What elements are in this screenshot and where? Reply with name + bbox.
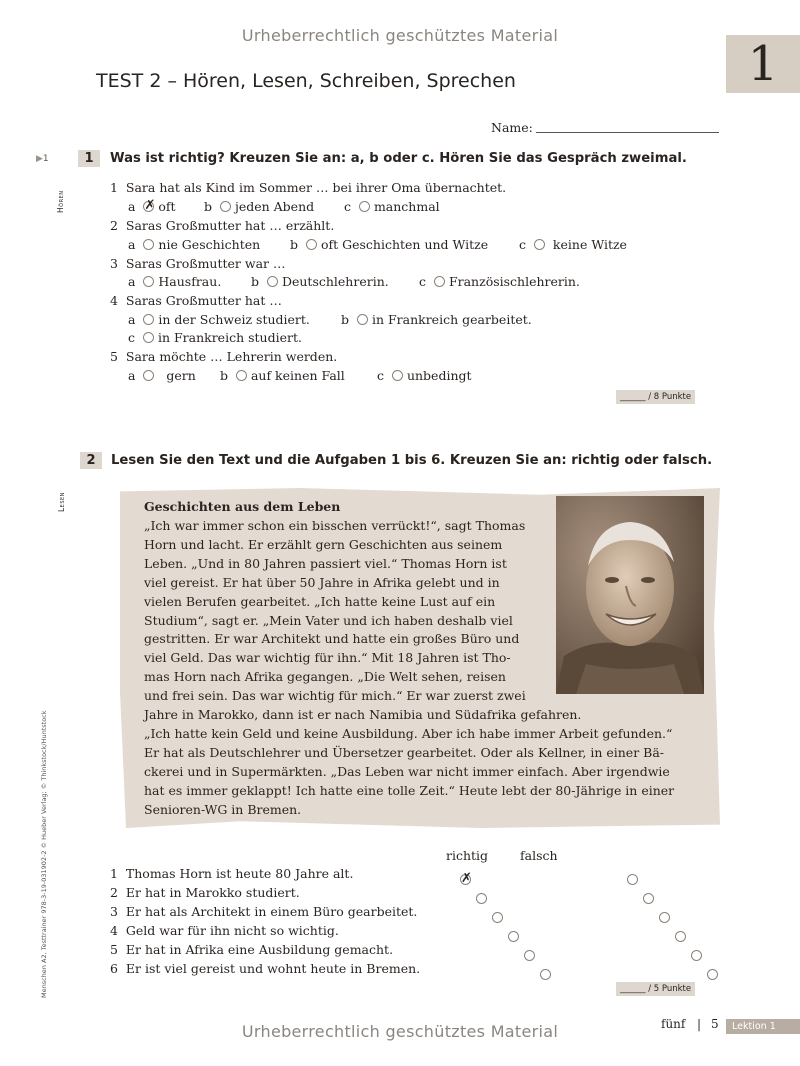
section-2-points: ______ / 5 Punkte (616, 982, 695, 996)
q4-option-b[interactable]: b in Frankreich gearbeitet. (341, 312, 532, 327)
question-3: 3 Saras Großmutter war … (110, 256, 286, 271)
watermark-top: Urheberrechtlich geschütztes Material (241, 26, 559, 45)
q1-option-a[interactable]: a ✗ oft (128, 198, 176, 214)
q3-option-b[interactable]: b Deutschlehrerin. (251, 274, 389, 289)
q2-option-b[interactable]: b oft Geschichten und Witze (290, 237, 489, 252)
footer-separator: | (697, 1017, 702, 1031)
richtig-checkbox-1[interactable] (460, 871, 472, 886)
q1-option-b[interactable]: b jeden Abend (204, 199, 315, 214)
watermark-bottom: Urheberrechtlich geschütztes Material (241, 1022, 559, 1041)
question-text: Sara hat als Kind im Sommer … bei ihrer Oma übernachtet. (125, 180, 507, 195)
checkbox-circle[interactable] (359, 201, 370, 212)
falsch-checkbox-3[interactable] (659, 912, 670, 923)
checkbox-circle[interactable] (143, 198, 156, 213)
audio-track-number: 1 (42, 154, 49, 164)
audio-track-marker (36, 154, 49, 164)
q3-option-a[interactable]: a Hausfrau. (128, 274, 222, 289)
section-1-skill-label: Hören (56, 190, 65, 213)
q1-option-c[interactable]: c manchmal (344, 199, 440, 214)
checkbox-circle[interactable] (357, 314, 368, 325)
table-row: 3 Er hat als Architekt in einem Büro gearbeitet. (110, 904, 418, 919)
checkbox-circle[interactable] (534, 239, 545, 250)
article-body: „Ich war immer schon ein bisschen verrückt!“, sagt Thomas Horn und lacht. Er erzählt gern Geschichten aus seinem Leben. „Und in 80 Jahren passiert viel.“ Thomas Horn ist viel gereist. Er hat über 50 Jahre in Afrika gelebt und in vielen Berufen gearbeitet. „Ich hatte keine Lust auf ein Studium“, sagt er. „Mein Vater und ich haben deshalb viel gestritten. Er war Architekt und hatte ein großes Büro und viel Geld. Das war wichtig für ihn.“ Mit 18 Jahren ist Tho- mas Horn nach Afrika gegangen. „Die Welt sehen, reisen und frei sein. Das war wichtig für mich.“ Er war zuerst zwei Jahre in Marokko, dann ist er nach Namibia und Südafrika gefahren. „Ich hatte kein Geld und keine Ausbildung. Aber ich habe immer Arbeit gefunden.“ Er hat als Deutschlehrer und Übersetzer gearbeitet. Oder als Kellner, in einer Bä- ckerei und in Supermärkten. „Das Leben war nicht immer einfach. Aber irgendwie hat es immer geklappt! Ich hatte eine tolle Zeit.“ Heute lebt der 80-Jährige in einer Senioren-WG in Bremen. (144, 518, 675, 817)
q5-option-b[interactable]: b auf keinen Fall (220, 368, 345, 383)
q5-option-c[interactable]: c unbedingt (377, 368, 472, 383)
column-header-falsch: falsch (520, 848, 558, 863)
page-title: TEST 2 – Hören, Lesen, Schreiben, Sprechen (96, 70, 516, 92)
question-5: 5 Sara möchte … Lehrerin werden. (110, 349, 338, 364)
q3-option-c[interactable]: c Französischlehrerin. (419, 274, 580, 289)
section-2-skill-label: Lesen (57, 492, 66, 512)
richtig-checkbox-4[interactable] (508, 931, 519, 942)
question-4: 4 Saras Großmutter hat … (110, 293, 282, 308)
checkbox-circle[interactable] (220, 201, 231, 212)
q2-option-a[interactable]: a nie Geschichten (128, 237, 261, 252)
section-1-points: ______ / 8 Punkte (616, 390, 695, 404)
q2-option-c[interactable]: c keine Witze (519, 237, 627, 252)
table-row: 2 Er hat in Marokko studiert. (110, 885, 300, 900)
section-2-number: 2 (80, 452, 102, 469)
checked-cross-icon: ✗ (144, 198, 156, 213)
checkbox-circle[interactable] (143, 239, 154, 250)
section-1-instruction: Was ist richtig? Kreuzen Sie an: a, b oder c. Hören Sie das Gespräch zweimal. (110, 151, 687, 166)
checkbox-circle[interactable] (392, 370, 403, 381)
checkbox-circle[interactable] (143, 370, 154, 381)
table-row: 1 Thomas Horn ist heute 80 Jahre alt. (110, 866, 354, 881)
falsch-checkbox-2[interactable] (643, 893, 654, 904)
footer-page-number: 5 (711, 1017, 719, 1031)
checkbox-circle[interactable] (143, 276, 154, 287)
checked-cross-icon: ✗ (461, 871, 472, 886)
footer-page-word: fünf (661, 1017, 686, 1031)
checkbox-circle[interactable] (434, 276, 445, 287)
article-title: Geschichten aus dem Leben (144, 499, 341, 514)
falsch-checkbox-5[interactable] (691, 950, 702, 961)
falsch-checkbox-6[interactable] (707, 969, 718, 980)
side-credit: Menschen A2, Testtrainer 978-3-19-031902-2 © Hueber Verlag; © Thinkstock/Huntstock (40, 710, 48, 998)
table-row: 5 Er hat in Afrika eine Ausbildung gemacht. (110, 942, 394, 957)
footer-lektion-tab: Lektion 1 (726, 1019, 800, 1034)
name-input-line[interactable] (536, 132, 719, 133)
name-label: Name: (491, 120, 533, 135)
question-1 (110, 180, 506, 195)
lesson-number-tab: 1 (726, 35, 800, 93)
checkbox-circle[interactable] (306, 239, 317, 250)
falsch-checkbox-1[interactable] (627, 874, 638, 885)
question-2: 2 Saras Großmutter hat … erzählt. (110, 218, 335, 233)
checkbox-circle[interactable] (236, 370, 247, 381)
q4-option-c[interactable]: c in Frankreich studiert. (128, 330, 302, 345)
column-header-richtig: richtig (446, 848, 489, 863)
checkbox-circle[interactable] (143, 314, 154, 325)
q4-option-a[interactable]: a in der Schweiz studiert. (128, 312, 310, 327)
section-2-instruction: Lesen Sie den Text und die Aufgaben 1 bis 6. Kreuzen Sie an: richtig oder falsch. (111, 453, 713, 468)
richtig-checkbox-5[interactable] (524, 950, 535, 961)
play-icon: ▶ (36, 154, 43, 164)
table-row: 4 Geld war für ihn nicht so wichtig. (110, 923, 339, 938)
richtig-checkbox-2[interactable] (476, 893, 487, 904)
table-row: 6 Er ist viel gereist und wohnt heute in Bremen. (110, 961, 421, 976)
question-number: 1 (110, 180, 118, 195)
checkbox-circle[interactable] (267, 276, 278, 287)
checkbox-circle[interactable] (143, 332, 154, 343)
richtig-checkbox-6[interactable] (540, 969, 551, 980)
q5-option-a[interactable]: a gern (128, 368, 196, 383)
richtig-checkbox-3[interactable] (492, 912, 503, 923)
section-1-number: 1 (78, 150, 100, 167)
falsch-checkbox-4[interactable] (675, 931, 686, 942)
